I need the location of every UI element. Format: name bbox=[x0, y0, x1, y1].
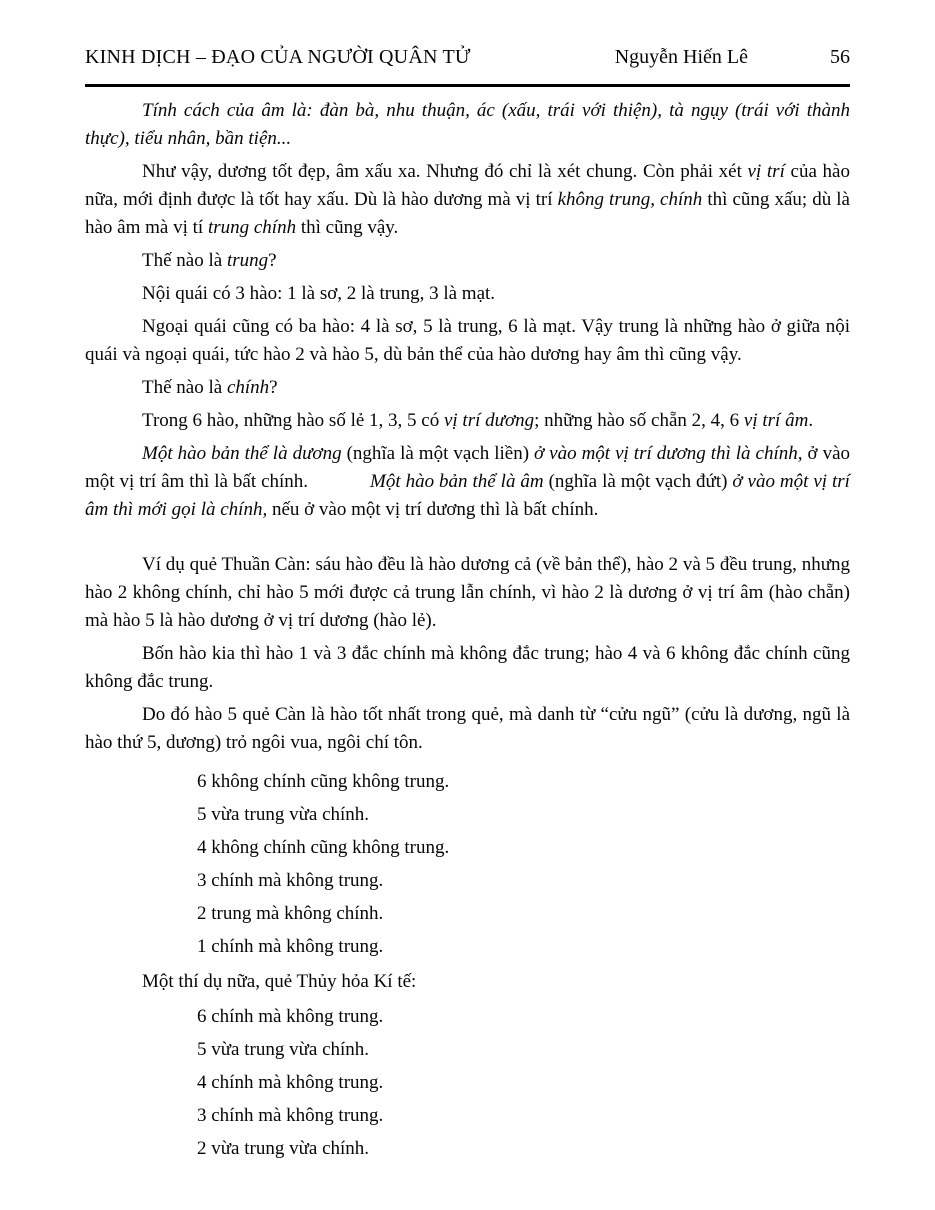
list-item: 5 vừa trung vừa chính. bbox=[197, 1039, 370, 1060]
text-run: Ví dụ quẻ Thuần Càn: sáu hào đều là hào dương cả (về bản thể), hào 2 và 5 đều trung, nhưng hào 2 không chính, chỉ hào 5 mới được cả trung lẫn chính, vì hào 2 là dương ở vị trí âm (hào chẵn) mà hào 5 là hào dương ở vị trí dương (hào lẻ). bbox=[85, 554, 850, 631]
text-run: Nội quái có 3 hào: 1 là sơ, 2 là trung, 3 là mạt. bbox=[142, 283, 496, 304]
list-item: 6 chính mà không trung. bbox=[197, 1006, 384, 1027]
text-run: trung bbox=[226, 250, 269, 271]
text-run: Do đó hào 5 quẻ Càn là hào tốt nhất trong quẻ, mà danh từ “cửu ngũ” (cửu là dương, ngũ là hào thứ 5, dương) trỏ ngôi vua, ngôi chí tôn. bbox=[85, 704, 850, 753]
paragraph-duong-am bbox=[85, 158, 850, 242]
paragraph-cuu-ngu bbox=[85, 701, 850, 757]
list-item: 6 không chính cũng không trung. bbox=[197, 771, 450, 792]
list-item: 3 chính mà không trung. bbox=[197, 1105, 384, 1126]
text-run: thì cũng vậy. bbox=[296, 217, 399, 238]
list-item: 3 chính mà không trung. bbox=[197, 870, 384, 891]
text-run: Ngoại quái cũng có ba hào: 4 là sơ, 5 là trung, 6 là mạt. Vậy trung là những hào ở giữa nội quái và ngoại quái, tức hào 2 và hào 5, dù bản thể của hào dương hay âm thì cũng vậy. bbox=[85, 316, 850, 365]
text-run: Thế nào là bbox=[142, 250, 227, 271]
text-run: chính bbox=[226, 377, 270, 398]
text-run: ; những hào số chẵn 2, 4, 6 bbox=[534, 410, 744, 431]
paragraph-thuan-can bbox=[85, 551, 850, 635]
text-run: (nghĩa là một vạch liền) bbox=[341, 443, 535, 464]
page-number: 56 bbox=[830, 46, 850, 68]
paragraph-vi-tri bbox=[85, 407, 850, 435]
text-run: Một thí dụ nữa, quẻ Thủy hỏa Kí tế: bbox=[142, 971, 417, 992]
text-run: Một hào bản thể là âm bbox=[370, 471, 544, 492]
hao-list-ki-te bbox=[197, 1000, 850, 1165]
header-rule bbox=[85, 84, 850, 87]
text-run: Bốn hào kia thì hào 1 và 3 đắc chính mà không đắc trung; hào 4 và 6 không đắc chính cũng không đắc trung. bbox=[85, 643, 850, 692]
text-run: Trong 6 hào, những hào số lẻ 1, 3, 5 có bbox=[142, 410, 444, 431]
paragraph-am-traits bbox=[85, 97, 850, 153]
text-run: . bbox=[808, 410, 814, 431]
paragraph-question-trung bbox=[85, 247, 850, 275]
text-run: ở vào một vị trí âm thì là bất chính. bbox=[85, 443, 850, 492]
hao-list-thuan-can bbox=[197, 765, 850, 963]
list-item: 1 chính mà không trung. bbox=[197, 936, 384, 957]
text-run: ở vào một vị trí âm thì mới gọi là chính, bbox=[85, 471, 850, 520]
paragraph-ki-te-intro bbox=[85, 968, 850, 996]
text-run: nếu ở vào một vị trí dương thì là bất chính. bbox=[267, 499, 599, 520]
text-run: của hào nữa, mới định được là tốt hay xấu. Dù là hào dương mà vị trí bbox=[85, 161, 850, 210]
text-run: ? bbox=[268, 250, 277, 271]
paragraph-ngoai-quai bbox=[85, 313, 850, 369]
running-header bbox=[85, 46, 850, 69]
text-run: trung chính bbox=[207, 217, 297, 238]
text-run: Một hào bản thể là dương bbox=[142, 443, 342, 464]
list-item: 4 chính mà không trung. bbox=[197, 1072, 384, 1093]
text-run: vị trí bbox=[747, 161, 785, 182]
paragraph-question-chinh bbox=[85, 374, 850, 402]
text-run: không trung, chính bbox=[557, 189, 703, 210]
text-run: Thế nào là bbox=[142, 377, 227, 398]
text-run: Tính cách của âm là: đàn bà, nhu thuận, ác (xấu, trái với thiện), tà ngụy (trái với thành thực), tiểu nhân, bần tiện... bbox=[85, 100, 850, 149]
list-item: 4 không chính cũng không trung. bbox=[197, 837, 450, 858]
list-item: 2 vừa trung vừa chính. bbox=[197, 1138, 370, 1159]
paragraph-ban-the bbox=[85, 440, 850, 524]
text-run: thì cũng xấu; dù là hào âm mà vị tí bbox=[85, 189, 850, 238]
list-item: 2 trung mà không chính. bbox=[197, 903, 384, 924]
page-body bbox=[85, 97, 850, 1165]
author-name: Nguyễn Hiến Lê bbox=[614, 46, 748, 68]
text-run: ở vào một vị trí dương thì là chính, bbox=[534, 443, 803, 464]
text-run: vị trí dương bbox=[443, 410, 535, 431]
list-item: 5 vừa trung vừa chính. bbox=[197, 804, 370, 825]
paragraph-noi-quai bbox=[85, 280, 850, 308]
text-run: Như vậy, dương tốt đẹp, âm xấu xa. Nhưng đó chỉ là xét chung. Còn phải xét bbox=[142, 161, 748, 182]
text-run: ? bbox=[269, 377, 278, 398]
paragraph-bon-hao bbox=[85, 640, 850, 696]
book-title: KINH DỊCH – ĐẠO CỦA NGƯỜI QUÂN TỬ bbox=[85, 46, 471, 68]
text-run: vị trí âm bbox=[743, 410, 809, 431]
text-run: (nghĩa là một vạch đứt) bbox=[543, 471, 733, 492]
